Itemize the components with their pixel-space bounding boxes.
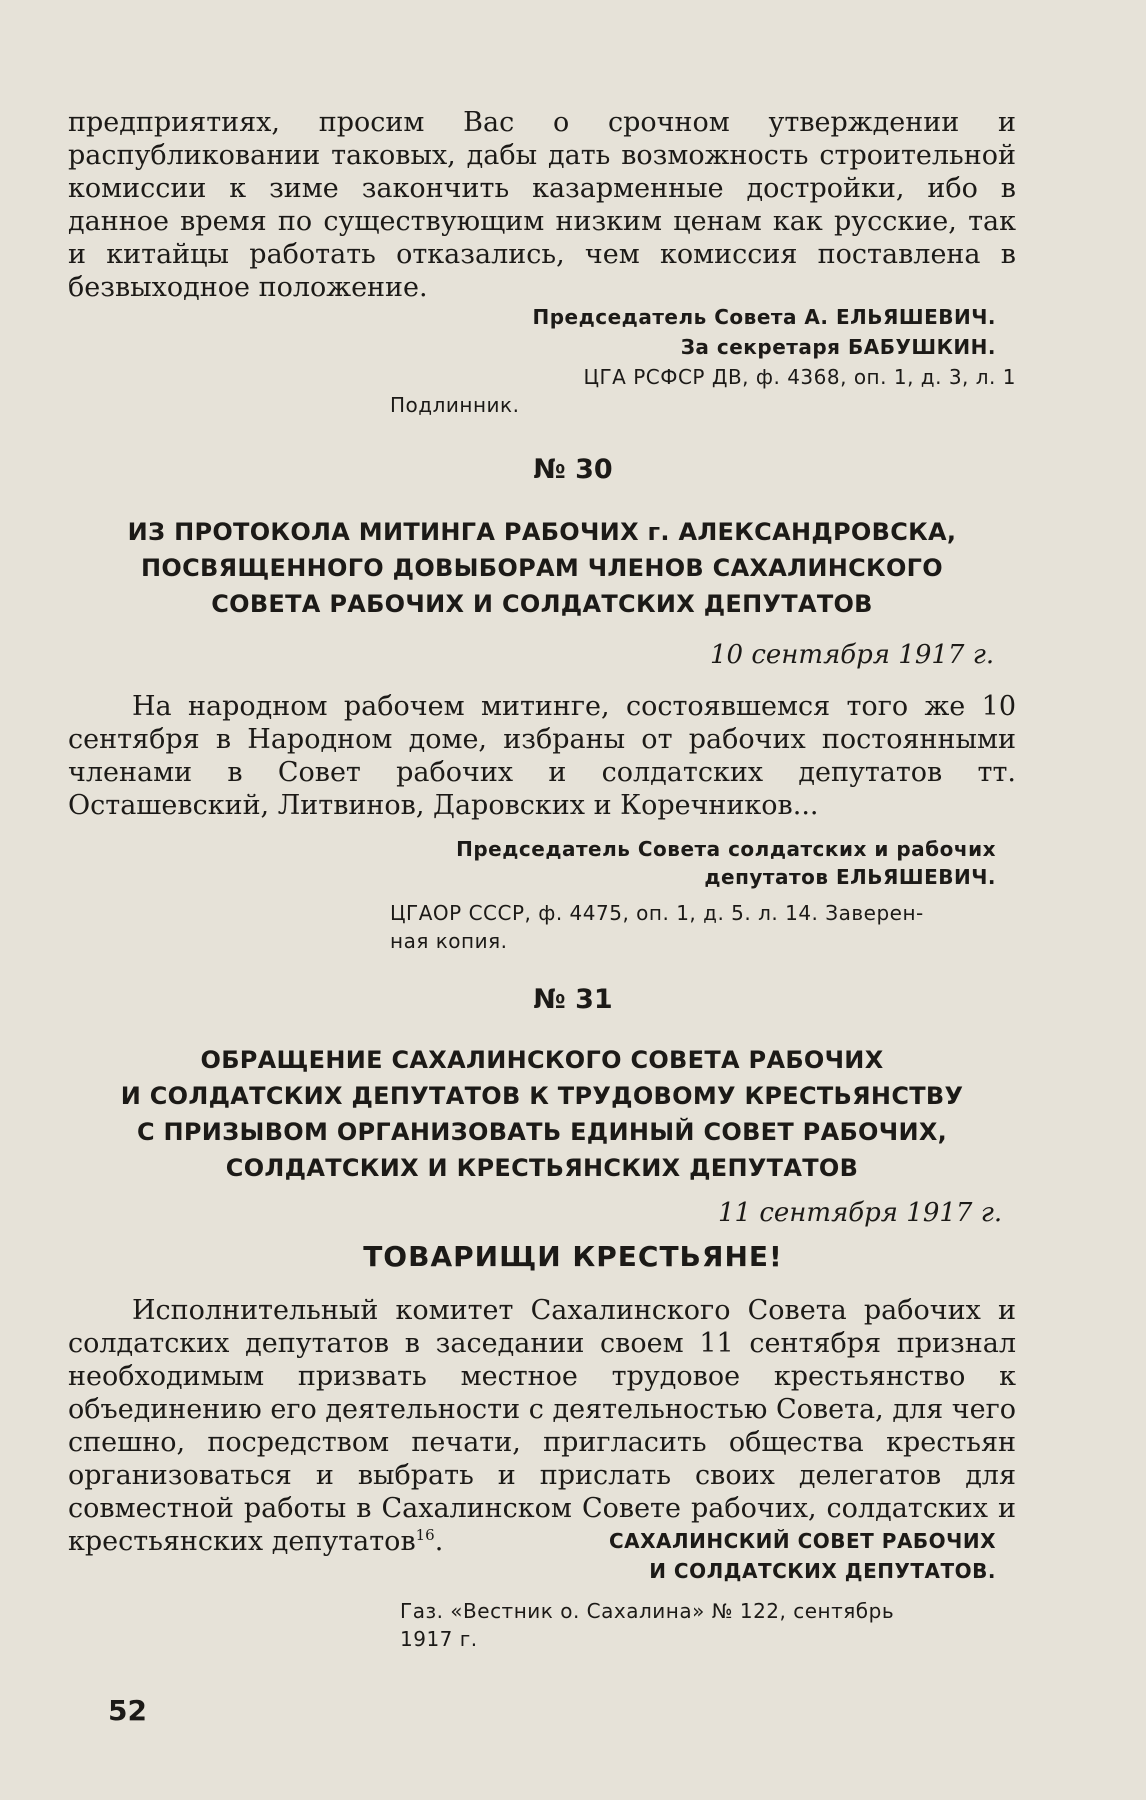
page-number: 52 (108, 1694, 147, 1727)
footnote-reference: 16 (415, 1526, 435, 1544)
doc31-title-line-4: СОЛДАТСКИХ И КРЕСТЬЯНСКИХ ДЕПУТАТОВ (225, 1154, 859, 1182)
doc31-source-line-2: 1917 г. (400, 1627, 478, 1651)
doc31-date: 11 сентября 1917 г. (718, 1198, 1003, 1228)
doc29-archive-note: Подлинник. (390, 393, 520, 417)
doc31-title-line-3: С ПРИЗЫВОМ ОРГАНИЗОВАТЬ ЕДИНЫЙ СОВЕТ РАБОЧИХ, (136, 1118, 948, 1146)
doc31-salutation: ТОВАРИЩИ КРЕСТЬЯНЕ! (363, 1240, 783, 1273)
doc30-title-line-1: ИЗ ПРОТОКОЛА МИТИНГА РАБОЧИХ г. АЛЕКСАНДРОВСКА, (127, 518, 957, 546)
doc29-archive-ref: ЦГА РСФСР ДВ, ф. 4368, оп. 1, д. 3, л. 1 (583, 365, 1016, 389)
doc31-signature-line-2: И СОЛДАТСКИХ ДЕПУТАТОВ. (649, 1559, 996, 1583)
doc30-title-line-3: СОВЕТА РАБОЧИХ И СОЛДАТСКИХ ДЕПУТАТОВ (211, 590, 873, 618)
doc31-body-end: . (434, 1526, 444, 1557)
doc30-number: № 30 (533, 454, 613, 485)
doc30-signature-line-1: Председатель Совета солдатских и рабочих (456, 837, 996, 861)
doc31-body (68, 1294, 1016, 1558)
doc30-archive-ref: ЦГАОР СССР, ф. 4475, оп. 1, д. 5. л. 14. Заверен- (390, 901, 924, 925)
doc31-body-text: Исполнительный комитет Сахалинского Совета рабочих и солдатских депутатов в заседании своем 11 сентября признал необходимым призвать местное трудовое крестьянство к объединению его деятельности с деятельностью Совета, для чего спешно, посредством печати, пригласить общества крестьян организоваться и выбрать и прислать своих делегатов для совместной работы в Сахалинском Совете рабочих, солдатских и крестьянских депутатов (68, 1295, 1016, 1557)
doc29-signature-secretary: За секретаря БАБУШКИН. (680, 335, 996, 359)
doc30-signature-line-2: депутатов ЕЛЬЯШЕВИЧ. (704, 865, 996, 889)
doc31-title-line-2: И СОЛДАТСКИХ ДЕПУТАТОВ К ТРУДОВОМУ КРЕСТЬЯНСТВУ (120, 1082, 964, 1110)
doc29-body: предприятиях, просим Вас о срочном утверждении и распубликовании таковых, дабы дать возможность строительной комиссии к зиме закончить казарменные достройки, ибо в данное время по существующим низким ценам как русские, так и китайцы работать отказались, чем комиссия поставлена в безвыходное положение. (68, 107, 1016, 303)
doc30-archive-note: ная копия. (390, 929, 508, 953)
doc31-source-line-1: Газ. «Вестник о. Сахалина» № 122, сентябрь (400, 1599, 895, 1623)
doc30-body-text: На народном рабочем митинге, состоявшемся того же 10 сентября в Народном доме, избраны от рабочих постоянными членами в Совет рабочих и солдатских депутатов тт. Осташевский, Литвинов, Даровских и Коречников... (68, 691, 1016, 821)
doc31-signature-line-1: САХАЛИНСКИЙ СОВЕТ РАБОЧИХ (608, 1529, 996, 1553)
doc31-number: № 31 (533, 984, 613, 1015)
doc29-signature-chair: Председатель Совета А. ЕЛЬЯШЕВИЧ. (532, 305, 996, 329)
doc30-body (68, 690, 1016, 822)
doc31-title-line-1: ОБРАЩЕНИЕ САХАЛИНСКОГО СОВЕТА РАБОЧИХ (200, 1046, 884, 1074)
doc30-title-line-2: ПОСВЯЩЕННОГО ДОВЫБОРАМ ЧЛЕНОВ САХАЛИНСКОГО (141, 554, 943, 582)
doc30-date: 10 сентября 1917 г. (710, 640, 995, 670)
